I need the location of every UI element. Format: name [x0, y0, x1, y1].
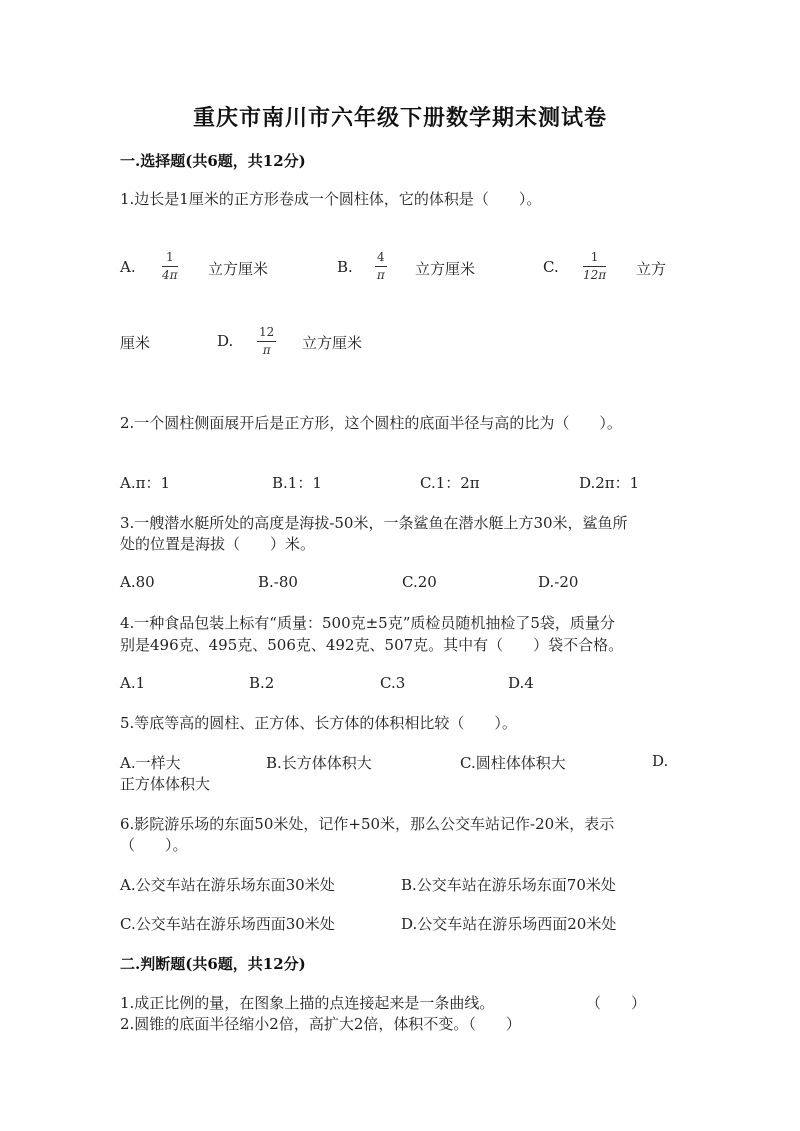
q1-option-a-label[interactable]: A.	[120, 258, 136, 276]
section-heading-choice: 一.选择题(共6题，共12分)	[120, 152, 306, 170]
q1-option-a-unit: 立方厘米	[208, 260, 269, 278]
q1-option-b-unit: 立方厘米	[415, 260, 476, 278]
q1-option-b-label[interactable]: B.	[337, 258, 353, 276]
q6-option-a[interactable]: A.公交车站在游乐场东面30米处	[120, 876, 335, 894]
q1-option-c-unit-continued: 厘米	[120, 334, 151, 352]
question-3-line-2: 处的位置是海拔（ ）米。	[120, 535, 316, 553]
fraction-bar	[162, 266, 178, 267]
q2-option-c[interactable]: C.1：2π	[420, 474, 480, 492]
q6-option-d[interactable]: D.公交车站在游乐场西面20米处	[401, 915, 617, 933]
q1-option-c-fraction	[583, 250, 606, 283]
q5-option-c[interactable]: C.圆柱体体积大	[460, 754, 566, 772]
q5-option-b[interactable]: B.长方体体积大	[266, 754, 372, 772]
q2-option-a[interactable]: A.π：1	[120, 474, 171, 492]
fraction-numerator: 12	[259, 325, 275, 339]
fraction-numerator: 4	[377, 250, 385, 264]
q1-option-a-fraction	[162, 250, 178, 283]
fraction-numerator: 1	[590, 250, 599, 264]
page-title: 重庆市南川市六年级下册数学期末测试卷	[192, 105, 607, 131]
q3-option-b[interactable]: B.-80	[258, 573, 298, 591]
q2-option-b[interactable]: B.1：1	[272, 474, 322, 492]
question-6-line-2: （ ）。	[120, 836, 188, 854]
q4-option-a[interactable]: A.1	[120, 674, 146, 692]
q4-option-c[interactable]: C.3	[380, 674, 406, 692]
question-6-line-1: 6.影院游乐场的东面50米处，记作+50米，那么公交车站记作-20米，表示	[120, 815, 615, 833]
question-3-line-1: 3.一艘潜水艇所处的高度是海拔-50米，一条鲨鱼在潜水艇上方30米，鲨鱼所	[120, 514, 628, 532]
q1-option-c-unit: 立方	[636, 260, 667, 278]
section-heading-judgement: 二.判断题(共6题，共12分)	[120, 955, 306, 973]
q5-option-d-continued: 正方体体积大	[120, 775, 211, 793]
q1-option-d-label[interactable]: D.	[217, 332, 234, 350]
q4-option-b[interactable]: B.2	[249, 674, 275, 692]
q6-option-b[interactable]: B.公交车站在游乐场东面70米处	[401, 876, 616, 894]
fraction-bar	[375, 266, 387, 267]
fraction-bar	[583, 266, 606, 267]
q5-option-a[interactable]: A.一样大	[120, 754, 181, 772]
q1-option-c-label[interactable]: C.	[543, 258, 559, 276]
q3-option-a[interactable]: A.80	[120, 573, 155, 591]
q6-option-c[interactable]: C.公交车站在游乐场西面30米处	[120, 915, 335, 933]
question-2-text: 2.一个圆柱侧面展开后是正方形，这个圆柱的底面半径与高的比为（ ）。	[120, 414, 622, 432]
question-4-line-1: 4.一种食品包装上标有“质量：500克±5克”质检员随机抽检了5袋，质量分	[120, 614, 615, 632]
q1-option-d-unit: 立方厘米	[302, 334, 363, 352]
question-1-text: 1.边长是1厘米的正方形卷成一个圆柱体，它的体积是（ ）。	[120, 190, 542, 208]
fraction-denominator: 12π	[583, 268, 607, 282]
judgement-question-2-text: 2.圆锥的底面半径缩小2倍，高扩大2倍，体积不变。（ ）	[120, 1015, 521, 1033]
q3-option-d[interactable]: D.-20	[538, 573, 579, 591]
judgement-question-1-text: 1.成正比例的量，在图象上描的点连接起来是一条曲线。	[120, 994, 495, 1012]
q1-option-b-fraction	[375, 250, 387, 283]
fraction-bar	[257, 341, 276, 342]
fraction-numerator: 1	[165, 250, 174, 264]
q1-option-d-fraction	[257, 325, 276, 358]
fraction-denominator: π	[376, 268, 385, 282]
q2-option-d[interactable]: D.2π：1	[579, 474, 640, 492]
fraction-denominator: π	[262, 343, 271, 357]
q5-option-d[interactable]: D.	[652, 752, 669, 770]
q4-option-d[interactable]: D.4	[508, 674, 534, 692]
q3-option-c[interactable]: C.20	[402, 573, 437, 591]
judgement-question-1-blank[interactable]: （ ）	[586, 994, 647, 1012]
question-5-text: 5.等底等高的圆柱、正方体、长方体的体积相比较（ ）。	[120, 714, 517, 732]
question-4-line-2: 别是496克、495克、506克、492克、507克。其中有（ ）袋不合格。	[120, 636, 624, 654]
fraction-denominator: 4π	[162, 268, 178, 282]
